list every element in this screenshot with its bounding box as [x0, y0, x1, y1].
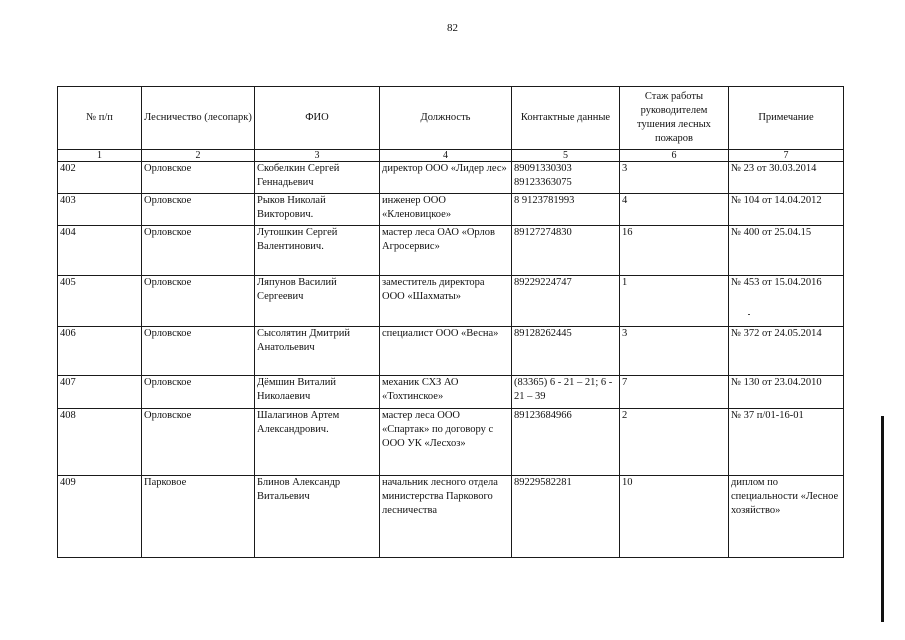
header-note: Примечание — [729, 87, 844, 150]
scan-speck — [748, 314, 750, 315]
cell-contacts: 8 9123781993 — [512, 194, 620, 226]
cell-experience: 16 — [620, 226, 729, 276]
header-forestry: Лесничество (лесопарк) — [142, 87, 255, 150]
cell-note: диплом по специальности «Лесное хозяйство» — [729, 476, 844, 558]
cell-contacts: 89123684966 — [512, 409, 620, 476]
column-number: 5 — [512, 150, 620, 162]
cell-contacts: 89229224747 — [512, 276, 620, 327]
cell-contacts: (83365) 6 - 21 – 21; 6 - 21 – 39 — [512, 376, 620, 409]
cell-number: 406 — [58, 327, 142, 376]
scan-edge-mark — [881, 416, 884, 622]
header-full-name: ФИО — [255, 87, 380, 150]
header-row — [58, 87, 844, 150]
cell-position: инженер ООО «Кленовицкое» — [380, 194, 512, 226]
cell-note: № 23 от 30.03.2014 — [729, 162, 844, 194]
cell-forestry: Орловское — [142, 162, 255, 194]
header-experience: Стаж работы руководителем тушения лесных пожаров — [620, 87, 729, 150]
table-row — [58, 409, 844, 476]
cell-note: № 453 от 15.04.2016 — [729, 276, 844, 327]
table-row — [58, 194, 844, 226]
table-row — [58, 476, 844, 558]
cell-experience: 10 — [620, 476, 729, 558]
cell-number: 409 — [58, 476, 142, 558]
cell-note: № 130 от 23.04.2010 — [729, 376, 844, 409]
header-contacts: Контактные данные — [512, 87, 620, 150]
cell-position: директор ООО «Лидер лес» — [380, 162, 512, 194]
table-row — [58, 162, 844, 194]
cell-note: № 104 от 14.04.2012 — [729, 194, 844, 226]
cell-contacts: 89091330303 89123363075 — [512, 162, 620, 194]
cell-forestry: Орловское — [142, 226, 255, 276]
column-number: 4 — [380, 150, 512, 162]
cell-number: 403 — [58, 194, 142, 226]
cell-experience: 4 — [620, 194, 729, 226]
cell-number: 407 — [58, 376, 142, 409]
cell-position: механик СХЗ АО «Тохтинское» — [380, 376, 512, 409]
column-number: 6 — [620, 150, 729, 162]
cell-experience: 3 — [620, 162, 729, 194]
cell-note: № 400 от 25.04.15 — [729, 226, 844, 276]
cell-position: начальник лесного отдела министерства Паркового лесничества — [380, 476, 512, 558]
cell-note: № 37 п/01-16-01 — [729, 409, 844, 476]
cell-full-name: Шалагинов Артем Александрович. — [255, 409, 380, 476]
table-row — [58, 327, 844, 376]
cell-experience: 3 — [620, 327, 729, 376]
cell-experience: 2 — [620, 409, 729, 476]
cell-number: 405 — [58, 276, 142, 327]
table-row — [58, 376, 844, 409]
cell-full-name: Скобелкин Сергей Геннадьевич — [255, 162, 380, 194]
cell-forestry: Орловское — [142, 327, 255, 376]
header-position: Должность — [380, 87, 512, 150]
cell-number: 404 — [58, 226, 142, 276]
column-number: 1 — [58, 150, 142, 162]
cell-contacts: 89127274830 — [512, 226, 620, 276]
cell-full-name: Дёмшин Виталий Николаевич — [255, 376, 380, 409]
cell-contacts: 89128262445 — [512, 327, 620, 376]
cell-forestry: Орловское — [142, 276, 255, 327]
cell-position: мастер леса ООО «Спартак» по договору с ООО УК «Лесхоз» — [380, 409, 512, 476]
cell-contacts: 89229582281 — [512, 476, 620, 558]
cell-full-name: Лутошкин Сергей Валентинович. — [255, 226, 380, 276]
cell-full-name: Ляпунов Василий Сергеевич — [255, 276, 380, 327]
cell-forestry: Орловское — [142, 376, 255, 409]
staff-table — [57, 86, 844, 558]
cell-position: заместитель директора ООО «Шахматы» — [380, 276, 512, 327]
cell-experience: 1 — [620, 276, 729, 327]
cell-experience: 7 — [620, 376, 729, 409]
cell-full-name: Сысолятин Дмитрий Анатольевич — [255, 327, 380, 376]
cell-forestry: Орловское — [142, 194, 255, 226]
cell-position: мастер леса ОАО «Орлов Агросервис» — [380, 226, 512, 276]
cell-number: 402 — [58, 162, 142, 194]
column-number: 7 — [729, 150, 844, 162]
cell-position: специалист ООО «Весна» — [380, 327, 512, 376]
column-number: 3 — [255, 150, 380, 162]
cell-full-name: Рыков Николай Викторович. — [255, 194, 380, 226]
page-number: 82 — [447, 22, 458, 34]
cell-note: № 372 от 24.05.2014 — [729, 327, 844, 376]
table-row — [58, 226, 844, 276]
table-row — [58, 276, 844, 327]
header-number: № п/п — [58, 87, 142, 150]
cell-forestry: Орловское — [142, 409, 255, 476]
cell-full-name: Блинов Александр Витальевич — [255, 476, 380, 558]
column-number-row — [58, 150, 844, 162]
cell-number: 408 — [58, 409, 142, 476]
column-number: 2 — [142, 150, 255, 162]
cell-forestry: Парковое — [142, 476, 255, 558]
